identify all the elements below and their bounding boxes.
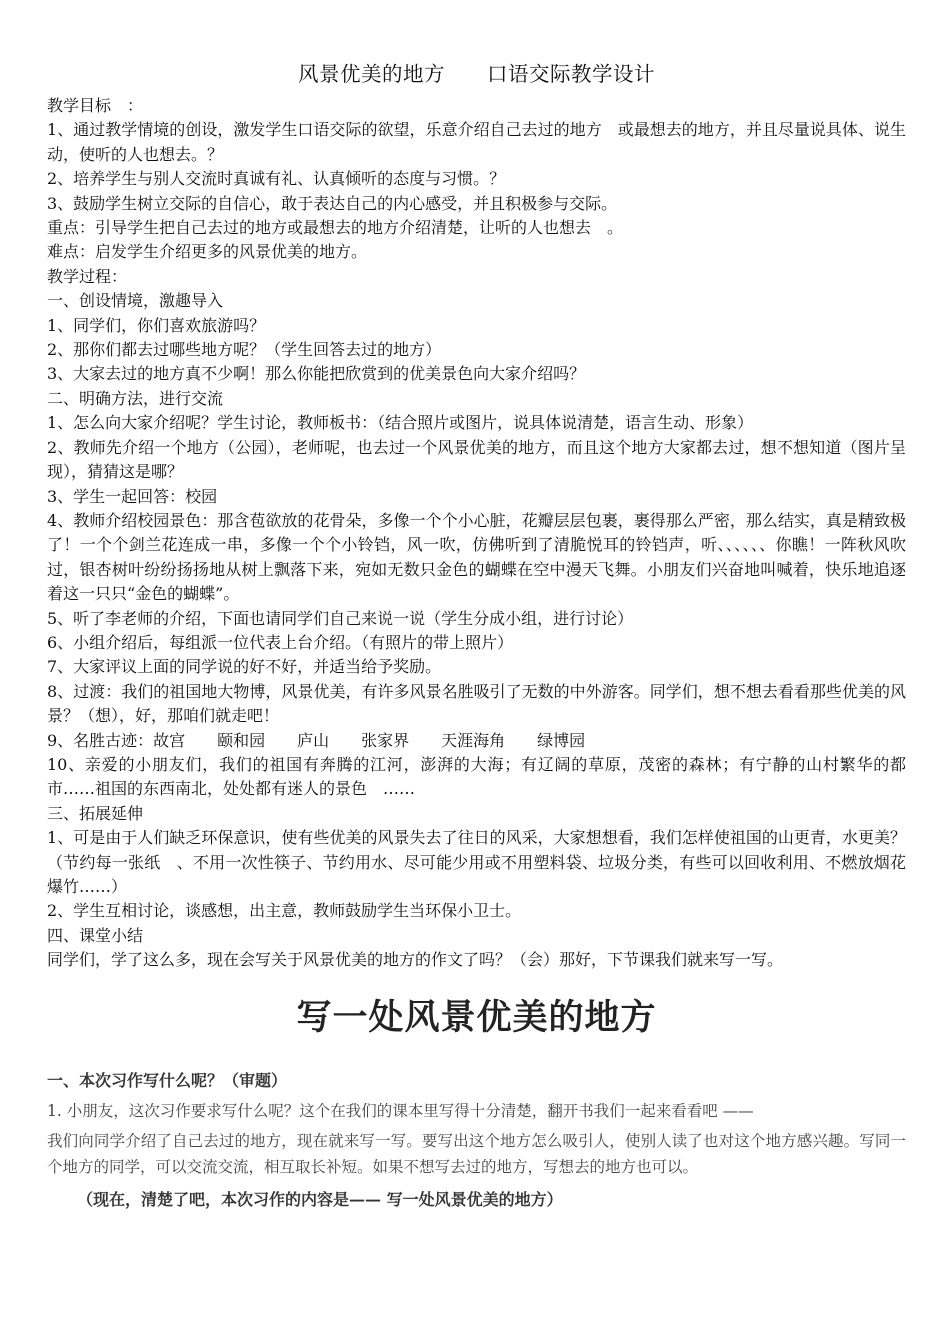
text-line: 2、培养学生与别人交流时真诚有礼、认真倾听的态度与习惯。？ [47,169,506,189]
text-line: 10、亲爱的小朋友们，我们的祖国有奔腾的江河，澎湃的大海；有辽阔的草原，茂密的森林；有宁静的山村繁华的都市……祖国的东西南北，处处都有迷人的景色 …… [47,754,906,799]
text-line: 6、小组介绍后，每组派一位代表上台介绍。（有照片的带上照片） [47,632,514,652]
section-summary: （现在，清楚了吧，本次习作的内容是—— 写一处风景优美的地方） [77,1190,563,1210]
text-line: 3、鼓励学生树立交际的自信心，敢于表达自己的内心感受，并且积极参与交际。 [47,193,618,213]
text-line: 教学目标 ： [47,96,144,115]
text-line: 8、过渡：我们的祖国地大物博，风景优美，有许多风景名胜吸引了无数的中外游客。同学们，想不想去看看那些优美的风景？（想），好，那咱们就走吧！ [47,681,906,726]
text-line: 7、大家评议上面的同学说的好不好，并适当给予奖励。 [47,657,442,677]
text-line: 4、教师介绍校园景色：那含苞欲放的花骨朵，多像一个个小心脏，花瓣层层包裹，裹得那么严密，那么结实，真是精致极了！一个个剑兰花连成一串，多像一个个小铃铛，风一吹，仿佛听到了清脆悦耳的铃铛声，听、、、、、、你瞧！一阵秋风吹过，银杏树叶纷纷扬扬地从树上飘落下来，宛如无数只金色的蝴蝶在空中漫天飞舞。小朋友们兴奋地叫喊着，快乐地追逐着这一只只“金色的蝴蝶”。 [47,510,906,604]
text-line: 1、通过教学情境的创设，激发学生口语交际的欲望，乐意介绍自己去过的地方 或最想去的地方，并且尽量说具体、说生动，使听的人也想去。？ [47,120,906,164]
section-title: 写一处风景优美的地方 [296,996,657,1038]
writing-guide [47,1069,906,1213]
text-line: 教学过程： [47,266,128,286]
text-line: 1、可是由于人们缺乏环保意识，使有些优美的风景失去了往日的风采，大家想想看，我们怎样使祖国的山更青，水更美？（节约每一张纸 、不用一次性筷子、节约用水、尽可能少用或不用塑料袋、垃圾分类，有些可以回收利用、不燃放烟花爆竹……） [47,828,906,896]
text-line: 2、那你们都去过哪些地方呢？（学生回答去过的地方） [47,340,442,360]
text-line: 2、学生互相讨论，谈感想，出主意，教师鼓励学生当环保小卫士。 [47,901,522,921]
text-line: 三、拓展延伸 [47,803,144,823]
text-line: 3、学生一起回答：校园 [47,486,218,506]
paragraph-first-line: 1. 小朋友，这次习作要求写什么呢？这个在我们的课本里写得十分清楚，翻开书我们一起来看看吧 —— [47,1101,754,1120]
text-line: 难点：启发学生介绍更多的风景优美的地方。 [47,242,368,262]
text-line: 重点：引导学生把自己去过的地方或最想去的地方介绍清楚，让听的人也想去 。 [47,218,624,238]
text-line: 9、名胜古迹：故宫 颐和园 庐山 张家界 天涯海角 绿博园 [47,730,586,750]
text-line: 一、创设情境，激趣导入 [47,291,224,311]
section-heading: 一、本次习作写什么呢？（审题） [47,1070,288,1090]
text-line: 5、听了李老师的介绍，下面也请同学们自己来说一说（学生分成小组，进行讨论） [47,608,634,628]
lesson-plan-body [47,94,906,973]
text-line: 1、怎么向大家介绍呢？学生讨论，教师板书：（结合照片或图片，说具体说清楚，语言生动、形象） [47,413,754,433]
section-paragraph [47,1099,906,1181]
text-line: 2、教师先介绍一个地方（公园），老师呢，也去过一个风景优美的地方，而且这个地方大家都去过，想不想知道（图片呈现），猜猜这是哪？ [47,437,906,482]
text-line: 同学们，学了这么多，现在会写关于风景优美的地方的作文了吗？（会）那好，下节课我们就来写一写。 [47,950,784,970]
document-title: 风景优美的地方 口语交际教学设计 [298,62,655,86]
paragraph-continuation: 我们向同学介绍了自己去过的地方，现在就来写一写。要写出这个地方怎么吸引人，使别人读了也对这个地方感兴趣。写同一个地方的同学，可以交流交流，相互取长补短。如果不想写去过的地方，写想去的地方也可以。 [47,1132,906,1176]
text-line: 3、大家去过的地方真不少啊！那么你能把欣赏到的优美景色向大家介绍吗？ [47,364,586,384]
text-line: 二、明确方法，进行交流 [47,388,224,408]
text-line: 1、同学们，你们喜欢旅游吗？ [47,315,266,335]
text-line: 四、课堂小结 [47,925,144,945]
